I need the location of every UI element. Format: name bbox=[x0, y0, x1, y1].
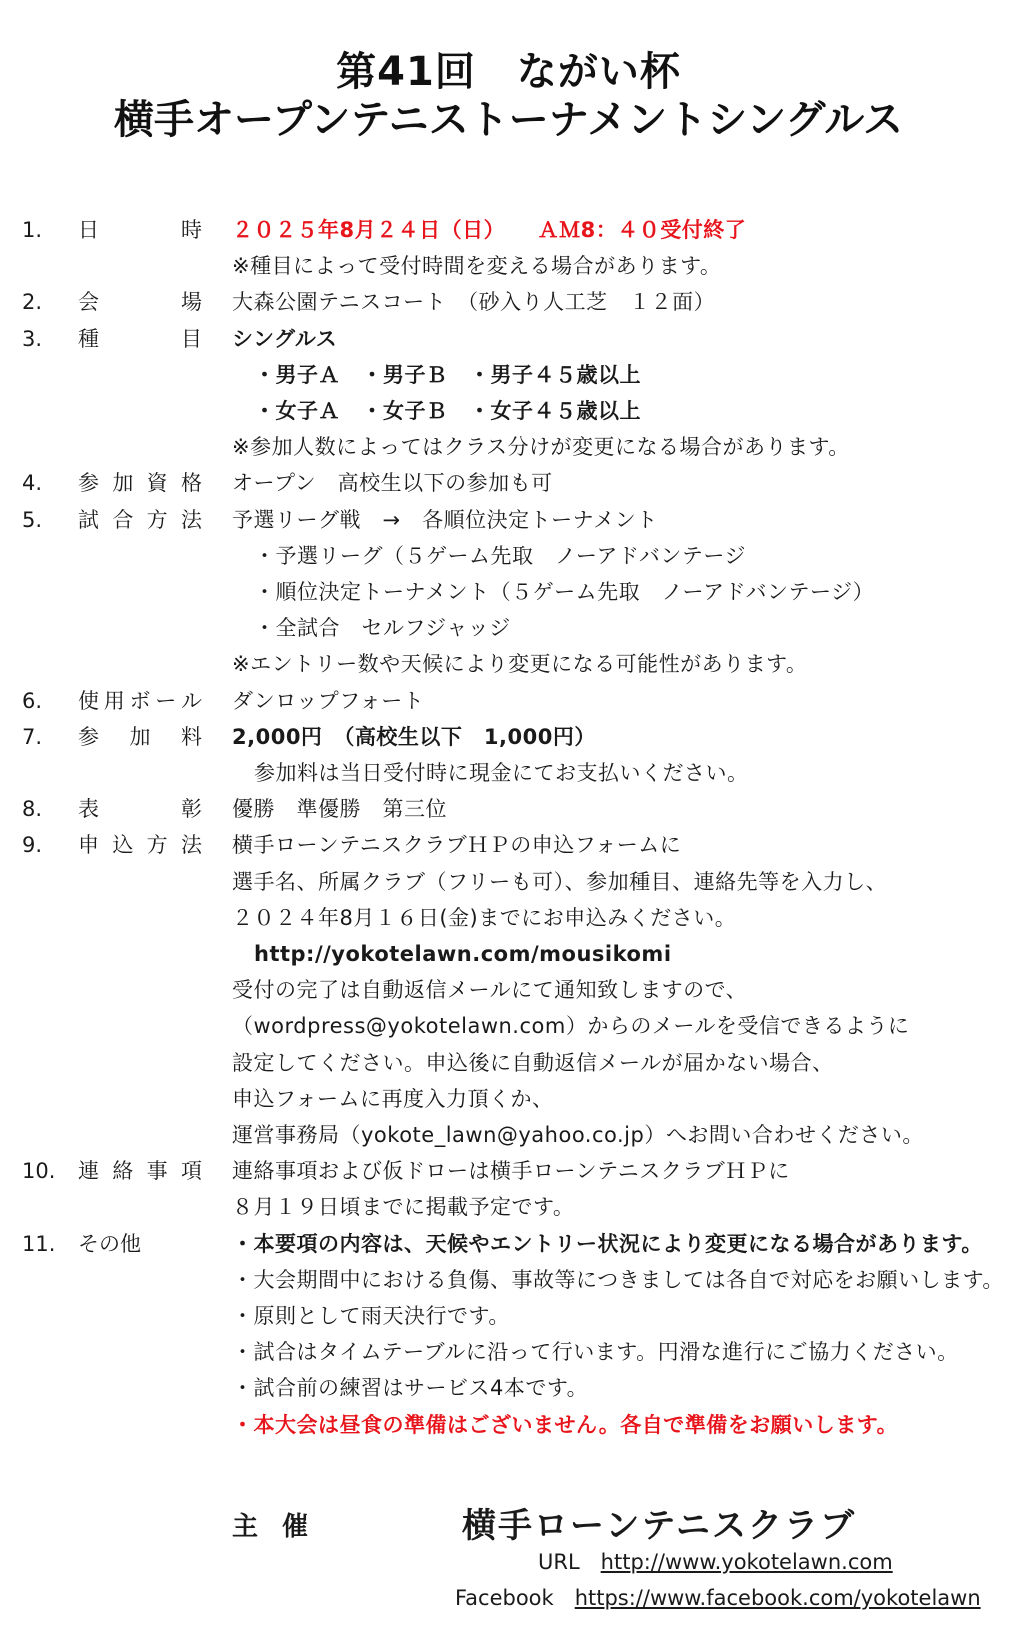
section-line: ※種目によって受付時間を変える場合があります。 bbox=[232, 254, 722, 279]
section-line: ダンロップフォート bbox=[232, 688, 425, 713]
section-label-char: 事 bbox=[146, 1159, 168, 1184]
section-label-char: 項 bbox=[180, 1159, 202, 1184]
section-line: ・試合前の練習はサービス4本です。 bbox=[232, 1376, 589, 1401]
section-line: ・試合はタイムテーブルに沿って行います。円滑な進行にご協力ください。 bbox=[232, 1340, 959, 1365]
section-label bbox=[78, 288, 202, 316]
section-label bbox=[78, 723, 202, 751]
section-line: シングルス bbox=[232, 326, 338, 351]
section-label bbox=[78, 795, 202, 823]
facebook-link[interactable]: https://www.facebook.com/yokotelawn bbox=[574, 1586, 981, 1610]
section-label-char: ボ bbox=[129, 688, 151, 713]
section-label bbox=[78, 506, 202, 534]
section-line: 2,000円 （高校生以下 1,000円） bbox=[232, 724, 596, 749]
section-label-char: 格 bbox=[180, 471, 202, 496]
section-label-char: 込 bbox=[112, 833, 134, 858]
section-line: ・男子Ａ ・男子Ｂ ・男子４５歳以上 bbox=[254, 362, 641, 387]
organizer-label: 主催 bbox=[232, 1512, 333, 1542]
section-label-char: 方 bbox=[146, 833, 168, 858]
section-label-char: 使 bbox=[78, 688, 99, 713]
title-line-2: 横手オープンテニストーナメントシングルス bbox=[114, 97, 903, 143]
section-label bbox=[78, 216, 202, 244]
section-number: 10. bbox=[22, 1159, 56, 1184]
section-number: 2. bbox=[22, 290, 43, 315]
section-line: ・本要項の内容は、天候やエントリー状況により変更になる場合があります。 bbox=[232, 1231, 983, 1256]
section-line: ※エントリー数や天候により変更になる可能性があります。 bbox=[232, 652, 808, 677]
section-label-char: 法 bbox=[180, 507, 202, 532]
section-line: （wordpress@yokotelawn.com）からのメールを受信できるように bbox=[232, 1014, 910, 1039]
facebook-label: Facebook bbox=[455, 1586, 554, 1610]
section-line: ８月１９日頃までに掲載予定です。 bbox=[232, 1195, 575, 1220]
section-label bbox=[78, 325, 202, 353]
section-number: 6. bbox=[22, 688, 43, 713]
section-label-char: 連 bbox=[78, 1159, 99, 1184]
section-number: 3. bbox=[22, 326, 43, 351]
section-line: ２０２４年8月１６日(金)までにお申込みください。 bbox=[232, 905, 737, 930]
section-label bbox=[78, 831, 202, 859]
section-number: 11. bbox=[22, 1231, 56, 1256]
section-label-char: 表 bbox=[78, 797, 99, 822]
section-label-char: 方 bbox=[146, 507, 168, 532]
section-label-char: 絡 bbox=[112, 1159, 134, 1184]
section-line: 優勝 準優勝 第三位 bbox=[232, 797, 447, 822]
organizer-name: 横手ローンテニスクラブ bbox=[462, 1506, 856, 1546]
section-label-char: 加 bbox=[112, 471, 134, 496]
section-label bbox=[78, 687, 202, 715]
url-label: URL bbox=[538, 1550, 580, 1574]
section-line: 横手ローンテニスクラブＨＰの申込フォームに bbox=[232, 833, 682, 858]
section-label-char: 種 bbox=[78, 326, 99, 351]
section-line: 申込フォームに再度入力頂くか、 bbox=[232, 1086, 554, 1111]
section-line: ・順位決定トーナメント（５ゲーム先取 ノーアドバンテージ） bbox=[254, 580, 875, 604]
section-line: ・予選リーグ（５ゲーム先取 ノーアドバンテージ bbox=[254, 543, 746, 568]
section-line: ・本大会は昼食の準備はございません。各自で準備をお願いします。 bbox=[232, 1412, 899, 1437]
section-line: 大森公園テニスコート （砂入り人工芝 １２面） bbox=[232, 290, 716, 315]
section-label-char: ー bbox=[155, 688, 177, 713]
section-line: 連絡事項および仮ドローは横手ローンテニスクラブＨＰに bbox=[232, 1159, 790, 1184]
section-label-char: 場 bbox=[181, 290, 202, 315]
section-label-char: 資 bbox=[146, 471, 168, 496]
section-label-char: 用 bbox=[103, 688, 125, 713]
section-line: 参加料は当日受付時に現金にてお支払いください。 bbox=[254, 761, 749, 785]
section-line: ２０２５年8月２４日（日） ＡＭ8：４０受付終了 bbox=[232, 218, 747, 242]
section-label-char: 加 bbox=[129, 724, 151, 749]
section-label-char: 会 bbox=[78, 290, 99, 315]
section-line: オープン 高校生以下の参加も可 bbox=[232, 471, 553, 496]
section-line: 選手名、所属クラブ（フリーも可）、参加種目、連絡先等を入力し、 bbox=[232, 869, 888, 894]
url-row bbox=[538, 1548, 893, 1576]
section-label-char: 彰 bbox=[181, 797, 202, 822]
section-number: 8. bbox=[22, 797, 43, 822]
section-line: 設定してください。申込後に自動返信メールが届かない場合、 bbox=[232, 1050, 834, 1075]
section-label-char: ル bbox=[181, 688, 202, 713]
section-line: 受付の完了は自動返信メールにて通知致しますので、 bbox=[232, 978, 748, 1003]
section-label-char: 試 bbox=[78, 507, 99, 532]
section-line: 運営事務局（yokote_lawn@yahoo.co.jp）へお問い合わせください。 bbox=[232, 1123, 924, 1147]
section-label-char: 法 bbox=[180, 833, 202, 858]
section-line: ・原則として雨天決行です。 bbox=[232, 1304, 510, 1328]
section-label-char: 参 bbox=[78, 471, 99, 496]
facebook-row bbox=[455, 1584, 981, 1612]
section-line: ・大会期間中における負傷、事故等につきましては各自で対応をお願いします。 bbox=[232, 1267, 1004, 1292]
section-label-char: 料 bbox=[181, 724, 202, 749]
section-number: 4. bbox=[22, 471, 43, 496]
section-label-char: 申 bbox=[78, 833, 99, 858]
section-label-char: 目 bbox=[181, 326, 202, 351]
url-link[interactable]: http://www.yokotelawn.com bbox=[600, 1550, 893, 1574]
section-number: 5. bbox=[22, 507, 43, 532]
section-label-char: 時 bbox=[181, 218, 202, 242]
section-label-char: 日 bbox=[78, 218, 99, 242]
section-label bbox=[78, 1230, 202, 1258]
section-number: 1. bbox=[22, 218, 43, 242]
section-label-char: 参 bbox=[78, 724, 99, 749]
section-label bbox=[78, 469, 202, 497]
section-number: 7. bbox=[22, 724, 43, 749]
section-line: http://yokotelawn.com/mousikomi bbox=[254, 942, 672, 966]
section-line: 予選リーグ戦 → 各順位決定トーナメント bbox=[232, 507, 658, 532]
section-label-char: その他 bbox=[78, 1231, 141, 1256]
title-line-1: 第41回 ながい杯 bbox=[336, 49, 681, 95]
section-label-char: 合 bbox=[112, 507, 134, 532]
section-line: ・全試合 セルフジャッジ bbox=[254, 616, 511, 641]
section-line: ・女子Ａ ・女子Ｂ ・女子４５歳以上 bbox=[254, 399, 641, 423]
section-label bbox=[78, 1157, 202, 1185]
section-number: 9. bbox=[22, 833, 43, 858]
section-line: ※参加人数によってはクラス分けが変更になる場合があります。 bbox=[232, 435, 850, 460]
